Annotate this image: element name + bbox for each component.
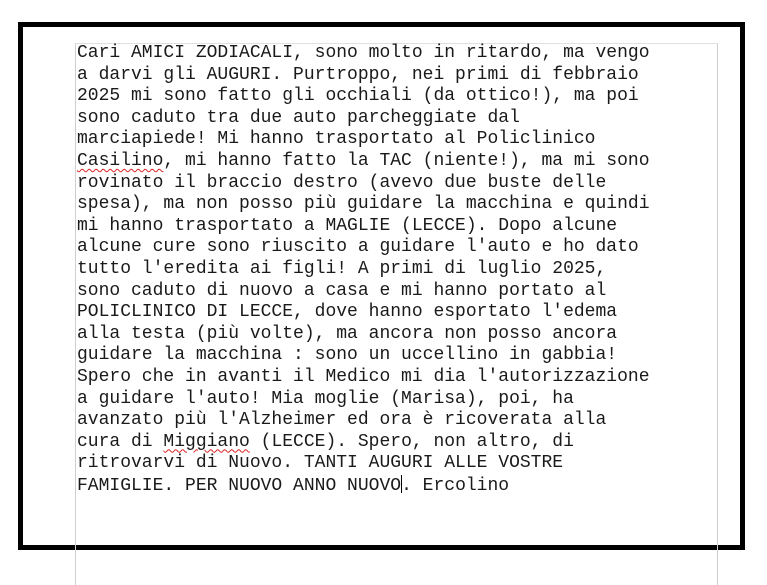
text-line-18: avanzato più l'Alzheimer ed ora è ricoverata alla bbox=[77, 410, 607, 431]
misspelled-word-casilino[interactable]: Casilino bbox=[77, 150, 164, 171]
text-line-13: POLICLINICO DI LECCE, dove hanno esportato l'edema bbox=[77, 302, 618, 323]
document-body-text[interactable] bbox=[77, 43, 727, 496]
text-line-1: Cari AMICI ZODIACALI, sono molto in ritardo, ma vengo bbox=[77, 43, 650, 63]
text-line-2: a darvi gli AUGURI. Purtroppo, nei primi di febbraio bbox=[77, 64, 639, 85]
text-line-19: cura di Miggiano (LECCE). Spero, non altro, di bbox=[77, 431, 574, 452]
text-line-3: 2025 mi sono fatto gli occhiali (da ottico!), ma poi bbox=[77, 86, 639, 107]
text-line-21: FAMIGLIE. PER NUOVO ANNO NUOVO. Ercolino bbox=[77, 475, 510, 496]
text-line-7: rovinato il braccio destro (avevo due buste delle bbox=[77, 172, 607, 193]
text-line-11: tutto l'eredita ai figli! A primi di luglio 2025, bbox=[77, 258, 607, 279]
text-line-4: sono caduto tra due auto parcheggiate dal bbox=[77, 107, 520, 128]
text-line-14: alla testa (più volte), ma ancora non posso ancora bbox=[77, 323, 618, 344]
text-line-9: mi hanno trasportato a MAGLIE (LECCE). Dopo alcune bbox=[77, 215, 618, 236]
text-line-5: marciapiede! Mi hanno trasportato al Policlinico bbox=[77, 129, 596, 150]
text-line-12: sono caduto di nuovo a casa e mi hanno portato al bbox=[77, 280, 607, 301]
text-line-6: Casilino, mi hanno fatto la TAC (niente!), ma mi sono bbox=[77, 150, 650, 171]
misspelled-word-miggiano[interactable]: Miggiano bbox=[163, 431, 250, 452]
text-line-17: a guidare l'auto! Mia moglie (Marisa), poi, ha bbox=[77, 388, 574, 409]
text-line-10: alcune cure sono riuscito a guidare l'auto e ho dato bbox=[77, 237, 639, 258]
text-line-8: spesa), ma non posso più guidare la macchina e quindi bbox=[77, 194, 650, 215]
text-line-15: guidare la macchina : sono un uccellino in gabbia! bbox=[77, 345, 618, 366]
text-line-16: Spero che in avanti il Medico mi dia l'autorizzazione bbox=[77, 366, 650, 387]
text-line-20: ritrovarvi di Nuovo. TANTI AUGURI ALLE VOSTRE bbox=[77, 453, 564, 474]
